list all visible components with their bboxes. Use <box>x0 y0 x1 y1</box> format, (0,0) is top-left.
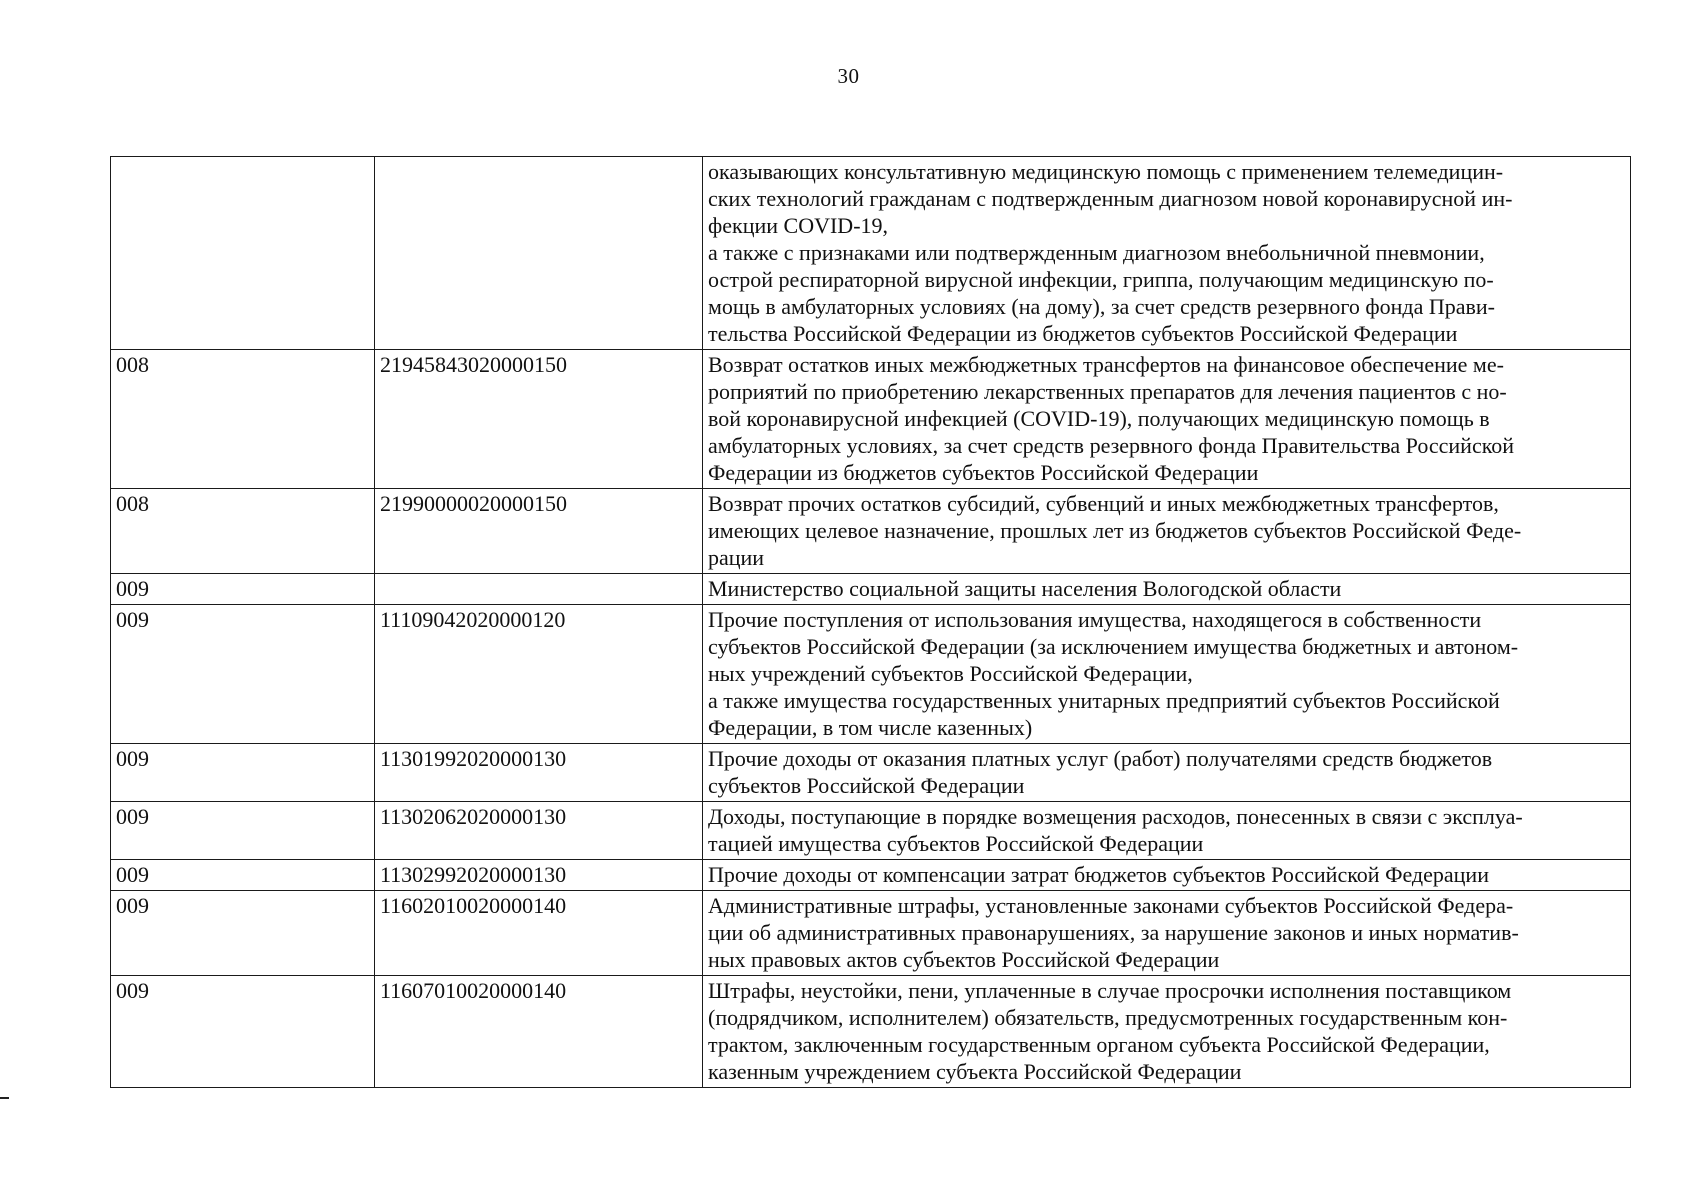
description-cell <box>703 976 1631 1088</box>
description-cell <box>703 489 1631 574</box>
description-cell <box>703 157 1631 350</box>
admin-code-cell: 008 <box>111 350 375 489</box>
description-line: рации <box>708 545 765 570</box>
table-row <box>111 605 1631 744</box>
description-cell <box>703 605 1631 744</box>
description-line: ных правовых актов субъектов Российской Федерации <box>708 947 1220 972</box>
income-code-cell: 11109042020000120 <box>375 605 703 744</box>
description-line: тацией имущества субъектов Российской Федерации <box>708 831 1204 856</box>
description-line: Доходы, поступающие в порядке возмещения расходов, понесенных в связи с эксплуа- <box>708 804 1523 829</box>
description-cell <box>703 574 1631 605</box>
description-line: а также имущества государственных унитарных предприятий субъектов Российской <box>708 688 1500 713</box>
table-row <box>111 744 1631 802</box>
income-code-cell: 11302992020000130 <box>375 860 703 891</box>
description-line: тельства Российской Федерации из бюджетов субъектов Российской Федерации <box>708 321 1458 346</box>
description-line: (подрядчиком, исполнителем) обязательств, предусмотренных государственным кон- <box>708 1005 1508 1030</box>
description-line: Прочие поступления от использования имущества, находящегося в собственности <box>708 607 1482 632</box>
admin-code-cell <box>111 157 375 350</box>
description-cell <box>703 891 1631 976</box>
table-row <box>111 157 1631 350</box>
income-codes-table <box>110 156 1631 1088</box>
table-row <box>111 574 1631 605</box>
description-line: субъектов Российской Федерации (за исключением имущества бюджетных и автоном- <box>708 634 1519 659</box>
description-line: субъектов Российской Федерации <box>708 773 1025 798</box>
admin-code-cell: 009 <box>111 802 375 860</box>
description-line: фекции COVID-19, <box>708 213 889 238</box>
income-code-cell: 11602010020000140 <box>375 891 703 976</box>
description-line: оказывающих консультативную медицинскую помощь с применением телемедицин- <box>708 159 1504 184</box>
description-cell <box>703 860 1631 891</box>
description-line: Прочие доходы от оказания платных услуг (работ) получателями средств бюджетов <box>708 746 1493 771</box>
description-line: Министерство социальной защиты населения Вологодской области <box>708 576 1342 601</box>
description-line: Штрафы, неустойки, пени, уплаченные в случае просрочки исполнения поставщиком <box>708 978 1512 1003</box>
income-code-cell: 11301992020000130 <box>375 744 703 802</box>
description-line: амбулаторных условиях, за счет средств резервного фонда Правительства Российской <box>708 433 1515 458</box>
table-row <box>111 350 1631 489</box>
description-cell <box>703 802 1631 860</box>
description-line: роприятий по приобретению лекарственных препаратов для лечения пациентов с но- <box>708 379 1507 404</box>
description-line: ных учреждений субъектов Российской Федерации, <box>708 661 1193 686</box>
admin-code-cell: 009 <box>111 574 375 605</box>
description-line: Прочие доходы от компенсации затрат бюджетов субъектов Российской Федерации <box>708 862 1489 887</box>
table-row <box>111 891 1631 976</box>
admin-code-cell: 008 <box>111 489 375 574</box>
margin-mark <box>0 1097 9 1099</box>
table-row <box>111 976 1631 1088</box>
description-line: Федерации, в том числе казенных) <box>708 715 1033 740</box>
admin-code-cell: 009 <box>111 860 375 891</box>
admin-code-cell: 009 <box>111 891 375 976</box>
description-line: ции об административных правонарушениях, за нарушение законов и иных норматив- <box>708 920 1519 945</box>
description-line: вой коронавирусной инфекцией (COVID-19), получающих медицинскую помощь в <box>708 406 1490 431</box>
description-line: а также с признаками или подтвержденным диагнозом внебольничной пневмонии, <box>708 240 1485 265</box>
admin-code-cell: 009 <box>111 744 375 802</box>
description-line: Возврат прочих остатков субсидий, субвенций и иных межбюджетных трансфертов, <box>708 491 1499 516</box>
income-code-cell: 11302062020000130 <box>375 802 703 860</box>
table-row <box>111 860 1631 891</box>
income-code-cell: 11607010020000140 <box>375 976 703 1088</box>
income-code-cell <box>375 157 703 350</box>
description-line: трактом, заключенным государственным органом субъекта Российской Федерации, <box>708 1032 1490 1057</box>
description-line: ских технологий гражданам с подтвержденным диагнозом новой коронавирусной ин- <box>708 186 1513 211</box>
table-body <box>111 157 1631 1088</box>
table-row <box>111 802 1631 860</box>
description-cell <box>703 744 1631 802</box>
description-line: Возврат остатков иных межбюджетных трансфертов на финансовое обеспечение ме- <box>708 352 1504 377</box>
income-code-cell: 21945843020000150 <box>375 350 703 489</box>
admin-code-cell: 009 <box>111 605 375 744</box>
admin-code-cell: 009 <box>111 976 375 1088</box>
description-cell <box>703 350 1631 489</box>
income-code-cell <box>375 574 703 605</box>
table-row <box>111 489 1631 574</box>
description-line: Административные штрафы, установленные законами субъектов Российской Федера- <box>708 893 1514 918</box>
description-line: мощь в амбулаторных условиях (на дому), за счет средств резервного фонда Прави- <box>708 294 1495 319</box>
page-number: 30 <box>837 64 860 88</box>
description-line: имеющих целевое назначение, прошлых лет из бюджетов субъектов Российской Феде- <box>708 518 1522 543</box>
income-code-cell: 21990000020000150 <box>375 489 703 574</box>
description-line: казенным учреждением субъекта Российской Федерации <box>708 1059 1242 1084</box>
description-line: острой респираторной вирусной инфекции, гриппа, получающим медицинскую по- <box>708 267 1494 292</box>
description-line: Федерации из бюджетов субъектов Российской Федерации <box>708 460 1259 485</box>
